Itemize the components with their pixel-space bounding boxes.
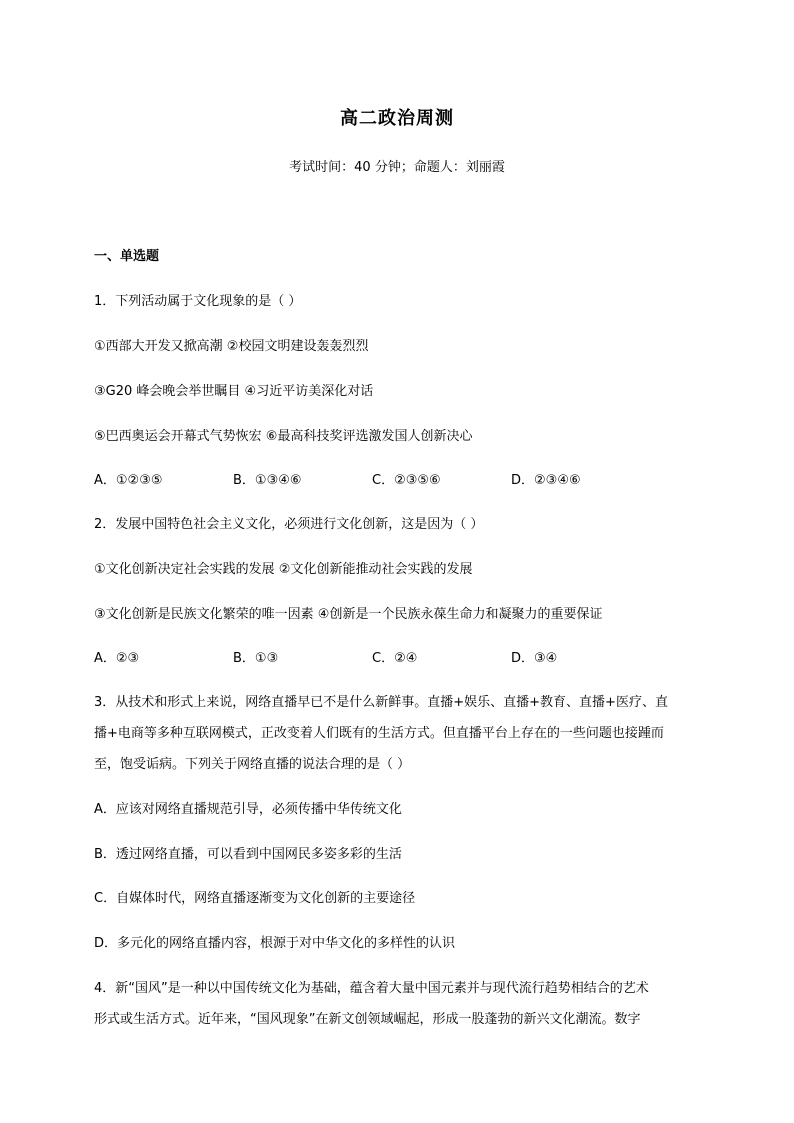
q3-stem-line-2: 播+电商等多种互联网模式，正改变着人们既有的生活方式。但直播平台上存在的一些问题也接踵而 [94, 726, 664, 741]
q3-option-a: A．应该对网络直播规范引导，必须传播中华传统文化 [94, 802, 402, 817]
q2-options [94, 647, 631, 666]
q3-stem-line-3: 至，饱受诟病。下列关于网络直播的说法合理的是（ ） [94, 757, 411, 772]
q2-stem: 2．发展中国特色社会主义文化，必须进行文化创新，这是因为（ ） [94, 517, 484, 532]
q3-option-c: C．自媒体时代，网络直播逐渐变为文化创新的主要途径 [94, 891, 416, 906]
q1-item-line-1: ①西部大开发又掀高潮 ②校园文明建设轰轰烈烈 [94, 339, 369, 354]
exam-info: 考试时间：40 分钟；命题人：刘丽霞 [289, 160, 505, 175]
q1-item-line-2: ③G20 峰会晚会举世瞩目 ④习近平访美深化对话 [94, 384, 374, 399]
q2-option-d: D．③④ [511, 651, 558, 666]
q2-option-a: A．②③ [94, 651, 140, 666]
q3-option-d: D．多元化的网络直播内容，根源于对中华文化的多样性的认识 [94, 936, 456, 951]
q4-stem-line-2: 形式或生活方式。近年来，“国风现象”在新文创领域崛起，形成一股蓬勃的新兴文化潮流。数字 [94, 1012, 641, 1027]
q1-option-b: B．①③④⑥ [233, 473, 302, 488]
q1-option-d: D．②③④⑥ [511, 473, 581, 488]
q1-option-c: C．②③⑤⑥ [372, 473, 441, 488]
q4-stem-line-1: 4．新“国风”是一种以中国传统文化为基础，蕴含着大量中国元素并与现代流行趋势相结合的艺术 [94, 981, 649, 996]
q2-option-c: C．②④ [372, 651, 418, 666]
q1-stem: 1．下列活动属于文化现象的是（ ） [94, 294, 302, 309]
q2-option-b: B．①③ [233, 651, 279, 666]
q3-stem-line-1: 3．从技术和形式上来说，网络直播早已不是什么新鲜事。直播+娱乐、直播+教育、直播+医疗、直 [94, 695, 668, 710]
section-heading: 一、单选题 [94, 249, 160, 264]
q2-item-line-1: ①文化创新决定社会实践的发展 ②文化创新能推动社会实践的发展 [94, 562, 473, 577]
q1-item-line-3: ⑤巴西奥运会开幕式气势恢宏 ⑥最高科技奖评选激发国人创新决心 [94, 429, 473, 444]
q3-option-b: B．透过网络直播，可以看到中国网民多姿多彩的生活 [94, 847, 402, 862]
q2-item-line-2: ③文化创新是民族文化繁荣的唯一因素 ④创新是一个民族永葆生命力和凝聚力的重要保证 [94, 607, 603, 622]
q1-options [94, 469, 631, 488]
q1-option-a: A．①②③⑤ [94, 473, 163, 488]
page-title: 高二政治周测 [340, 108, 454, 129]
